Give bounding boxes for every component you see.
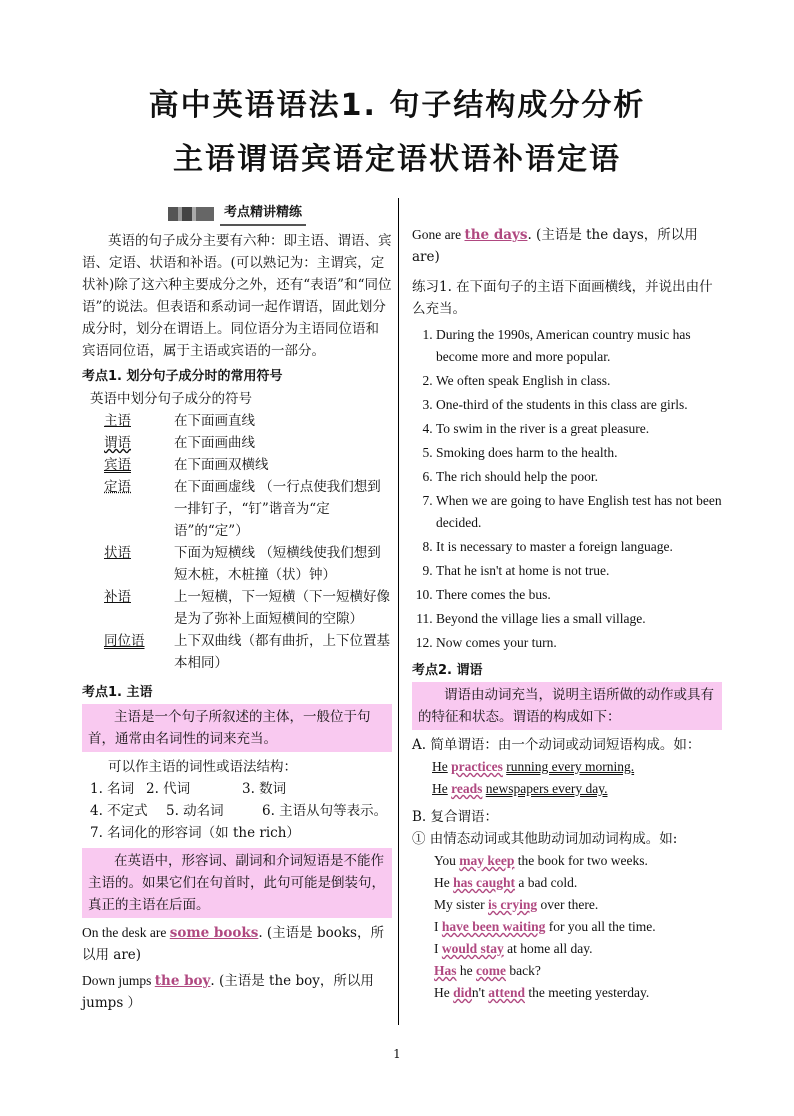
predicate-definition-box: 谓语由动词充当，说明主语所做的动作或具有的特征和状态。谓语的构成如下： [412, 682, 722, 730]
section-banner [82, 202, 392, 226]
subject-heading: 考点1. 主语 [82, 685, 153, 700]
symbol-key: 主语 [104, 413, 131, 429]
symbol-desc: 下面为短横线 （短横线使我们想到短木桩，木桩撞（状）钟） [174, 545, 381, 583]
example-text: over there. [537, 897, 599, 912]
example-text: On the desk are [82, 925, 170, 940]
subject-can-text: 可以作主语的词性或语法结构： [108, 759, 297, 775]
symbol-desc: 在下面画虚线 （一行点使我们想到一排钉子，“钉”谐音为“定语”的“定”） [174, 479, 381, 539]
type-item: 1. 名词 [90, 781, 135, 797]
symbol-key: 同位语 [104, 633, 145, 649]
practice-item: 11. Beyond the village lies a small village. [436, 608, 722, 630]
compound-example [434, 982, 722, 1004]
example-verb: attend [488, 985, 525, 1000]
left-column [82, 200, 392, 1014]
type-item: 6. 主语从句等表示。 [262, 803, 388, 819]
symbol-row [104, 410, 392, 432]
example-verb: has caught [453, 875, 516, 890]
example-note: . (主语是 the days，所以用 are) [412, 227, 698, 265]
books-icon [168, 207, 214, 221]
symbol-desc: 上一短横，下一短横（下一短横好像是为了弥补上面短横间的空隙） [174, 589, 390, 627]
practice-item: 9. That he isn't at home is not true. [436, 560, 722, 582]
example-subject: He [432, 781, 448, 796]
example-subject: some books [169, 925, 259, 941]
example-verb: would stay [441, 941, 504, 956]
example-note: . (主语是 the boy，所以用 jumps ） [82, 973, 374, 1011]
example-text: the meeting yesterday. [524, 985, 650, 1000]
practice-item: 5. Smoking does harm to the health. [436, 442, 722, 464]
compound-predicate-examples [412, 850, 722, 1004]
symbol-key: 谓语 [104, 435, 131, 451]
simple-predicate-heading: A. 简单谓语：由一个动词或动词短语构成。如： [412, 737, 701, 753]
kd1-subheading: 英语中划分句子成分的符号 [90, 391, 252, 407]
symbol-key: 定语 [104, 479, 131, 495]
practice-item: 10. There comes the bus. [436, 584, 722, 606]
example-verb: is crying [488, 897, 538, 912]
symbol-list [82, 410, 392, 674]
example-down [82, 970, 392, 1014]
example-text: I [434, 919, 442, 934]
symbol-row [104, 454, 392, 476]
type-item: 7. 名词化的形容词（如 the rich） [90, 825, 300, 841]
example-gone [412, 224, 722, 268]
type-item: 5. 动名词 [166, 803, 224, 819]
column-divider [398, 198, 399, 1025]
example-note: . (主语是 books，所以用 are) [82, 925, 384, 963]
practice-item: 2. We often speak English in class. [436, 370, 722, 392]
example-subject: the boy [154, 973, 211, 989]
subject-types [82, 778, 392, 844]
simple-example [432, 778, 722, 800]
example-subject: He [432, 759, 448, 774]
practice-item: 1. During the 1990s, American country music has become more and more popular. [436, 324, 722, 368]
simple-predicate-examples [412, 756, 722, 800]
example-text: I [434, 941, 442, 956]
kd1-heading: 考点1. 划分句子成分时的常用符号 [82, 369, 283, 384]
symbol-key: 补语 [104, 589, 131, 605]
compound-predicate-heading: B. 复合谓语： [412, 809, 499, 825]
example-text: My sister [434, 897, 488, 912]
symbol-row [104, 432, 392, 454]
practice-item: 8. It is necessary to master a foreign language. [436, 536, 722, 558]
practice-item: 12. Now comes your turn. [436, 632, 722, 654]
example-subject: the days [464, 227, 528, 243]
intro-paragraph: 英语的句子成分主要有六种：即主语、谓语、宾语、定语、状语和补语。(可以熟记为：主谓宾，定状补)除了这六种主要成分之外，还有“表语”和“同位语”的说法。但表语和系动词一起作谓语，固此划分成分时，划分在谓语上。同位语分为主语同位语和宾语同位语，属于主语或宾语的一部分。 [82, 233, 392, 359]
practice-item: 6. The rich should help the poor. [436, 466, 722, 488]
symbol-row [104, 476, 392, 542]
page-number: 1 [393, 1047, 401, 1061]
example-text: You [434, 853, 460, 868]
example-desk [82, 922, 392, 966]
example-text: back? [506, 963, 541, 978]
example-text: at home all day. [503, 941, 593, 956]
compound-example [434, 960, 722, 982]
title-line-1: 高中英语语法1. 句子结构成分分析 [148, 88, 646, 123]
type-item: 4. 不定式 [90, 803, 148, 819]
simple-example [432, 756, 722, 778]
example-text: the book for two weeks. [514, 853, 648, 868]
example-verb: reads [451, 781, 483, 796]
example-text: Down jumps [82, 973, 155, 988]
example-verb: may keep [459, 853, 515, 868]
practice-item: 7. When we are going to have English test has not been decided. [436, 490, 722, 534]
symbol-desc: 在下面画双横线 [174, 457, 269, 473]
example-verb: Has [434, 963, 457, 978]
compound-predicate-sub: ① 由情态动词或其他助动词加动词构成。如: [412, 831, 678, 847]
symbol-row [104, 630, 392, 674]
symbol-desc: 在下面画直线 [174, 413, 255, 429]
example-text: he [456, 963, 477, 978]
example-rest: newspapers every day. [485, 781, 608, 796]
example-text: n't [471, 985, 489, 1000]
compound-example [434, 938, 722, 960]
predicate-heading: 考点2. 谓语 [412, 663, 483, 678]
title-line-2: 主语谓语宾语定语状语补语定语 [173, 142, 621, 177]
practice-heading: 练习1. 在下面句子的主语下面画横线，并说出由什么充当。 [412, 279, 713, 317]
compound-example [434, 850, 722, 872]
practice-item: 3. One-third of the students in this class are girls. [436, 394, 722, 416]
symbol-row [104, 542, 392, 586]
example-text: for you all the time. [545, 919, 656, 934]
example-verb: have been waiting [441, 919, 546, 934]
compound-example [434, 916, 722, 938]
type-item: 3. 数词 [242, 781, 287, 797]
compound-example [434, 872, 722, 894]
example-text: a bad cold. [515, 875, 578, 890]
right-column [412, 200, 722, 1004]
example-verb: did [453, 985, 472, 1000]
symbol-row [104, 586, 392, 630]
practice-item: 4. To swim in the river is a great pleasure. [436, 418, 722, 440]
example-text: He [434, 875, 454, 890]
compound-example [434, 894, 722, 916]
type-item: 2. 代词 [146, 781, 191, 797]
example-verb: practices [451, 759, 503, 774]
banner-text: 考点精讲精练 [220, 202, 306, 226]
practice-list [412, 324, 722, 654]
symbol-desc: 在下面画曲线 [174, 435, 255, 451]
symbol-key: 状语 [104, 545, 131, 561]
symbol-desc: 上下双曲线（都有曲折，上下位置基本相同） [174, 633, 390, 671]
example-verb: come [476, 963, 506, 978]
inverse-box: 在英语中，形容词、副词和介词短语是不能作主语的。如果它们在句首时，此句可能是倒装句，真正的主语在后面。 [82, 848, 392, 918]
subject-definition-box: 主语是一个句子所叙述的主体，一般位于句首，通常由名词性的词来充当。 [82, 704, 392, 752]
example-text: Gone are [412, 227, 465, 242]
symbol-key: 宾语 [104, 457, 131, 473]
example-rest: running every morning. [506, 759, 635, 774]
example-text: He [434, 985, 454, 1000]
